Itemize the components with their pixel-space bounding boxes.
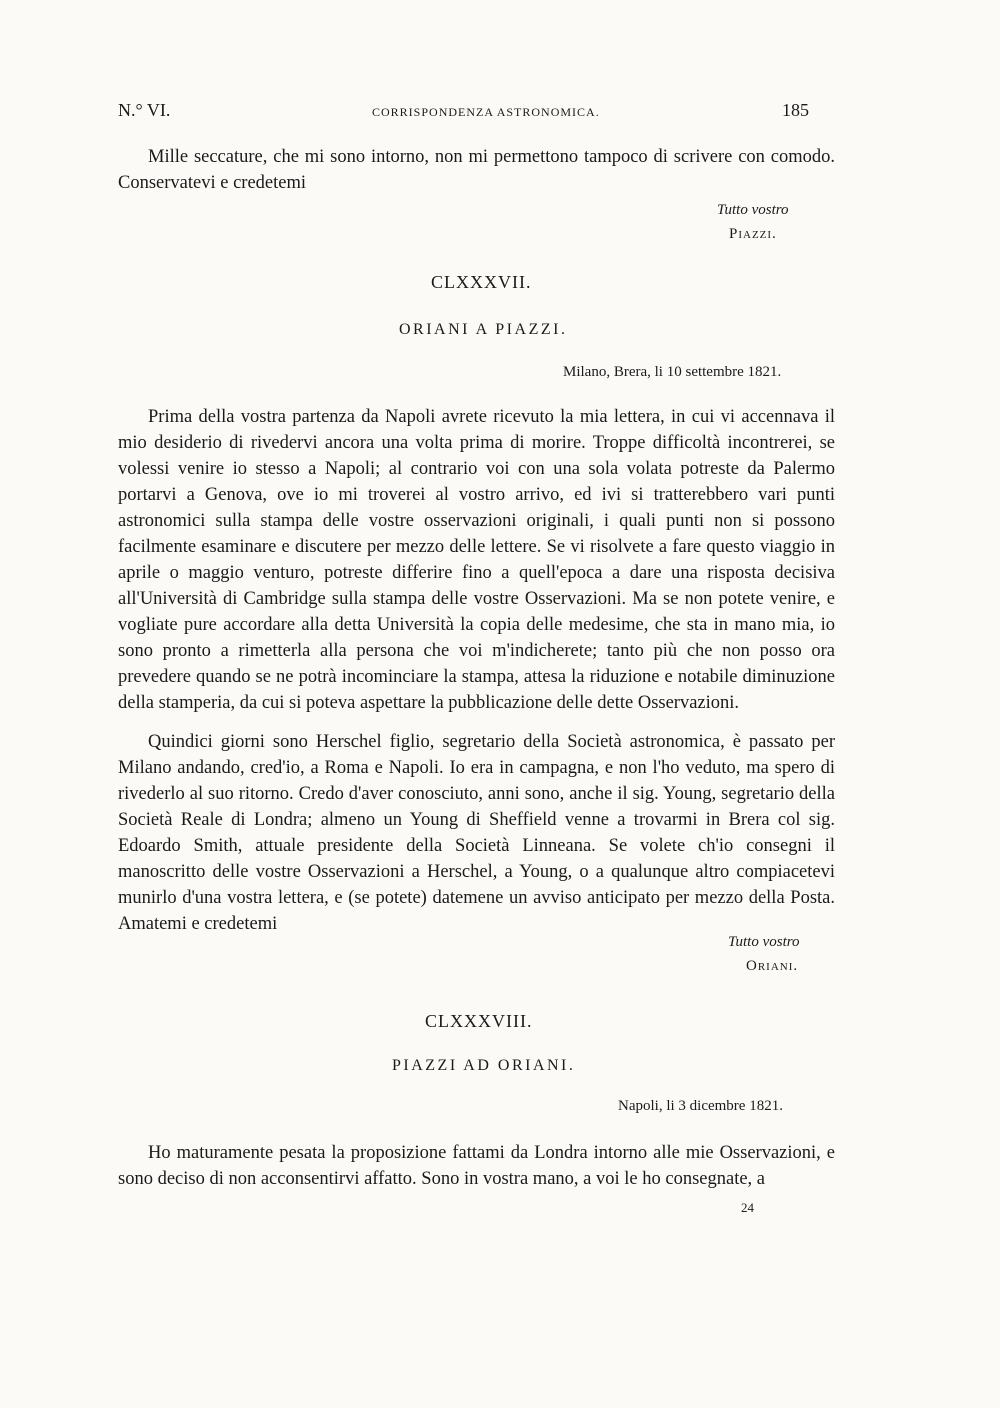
signature: Oriani.: [746, 958, 799, 974]
letter-title: PIAZZI AD ORIANI.: [392, 1057, 576, 1074]
continued-paragraph: Mille seccature, che mi sono intorno, non mi permettono tampoco di scrivere con comodo. Conservatevi e credetemi: [118, 147, 835, 193]
letter-paragraph: Quindici giorni sono Herschel figlio, segretario della Società astronomica, è passato per Milano andando, cred'io, a Roma e Napoli. Io era in campagna, e non l'ho veduto, ma spero di rivederlo al suo ritorno. Credo d'aver conosciuto, anni sono, anche il sig. Young, segretario della Società Reale di Londra; almeno un Young di Sheffield venne a trovarmi in Brera col sig. Edoardo Smith, attuale presidente della Società Linneana. Se volete ch'io consegni il manoscritto delle vostre Osservazioni a Herschel, a Young, o a qualunque altro compiacetevi munirlo d'una vostra lettera, e (se potete) datemene un avviso anticipato per mezzo della Posta. Amatemi e credetemi: [118, 732, 835, 934]
letter-title: ORIANI A PIAZZI.: [399, 321, 568, 338]
letter-paragraph: Prima della vostra partenza da Napoli avrete ricevuto la mia lettera, in cui vi accennava il mio desiderio di rivedervi ancora una volta prima di morire. Troppe difficoltà incontrerei, se volessi venire io stesso a Napoli; al contrario voi con una sola volata potreste da Palermo portarvi a Genova, ove io mi troverei al vostro arrivo, ed ivi si tratterebbero vari punti astronomici sulla stampa delle vostre osservazioni originali, i quali punti non si possono facilmente esaminare e discutere per mezzo delle lettere. Se vi risolvete a fare questo viaggio in aprile o maggio venturo, potreste differire fino a quell'epoca a dare una risposta decisiva all'Università di Cambridge sulla stampa delle vostre Osservazioni. Ma se non potete venire, e vogliate pure accordare alla detta Università la copia delle medesime, che sta in mano mia, io sono pronto a rimetterla alla persona che voi m'indicherete; tanto più che non posso ora prevedere quando se ne potrà incominciare la stampa, attesa la riduzione e notabile diminuzione della stamperia, da cui si poteva aspettare la pubblicazione delle dette Osservazioni.: [118, 407, 835, 713]
closing-phrase: Tutto vostro: [728, 934, 800, 950]
closing-phrase: Tutto vostro: [717, 202, 789, 218]
letter-number: CLXXXVII.: [431, 272, 532, 292]
page-number: 185: [782, 100, 809, 120]
section-number: N.° VI.: [118, 100, 171, 120]
letter-date: Napoli, li 3 dicembre 1821.: [618, 1098, 783, 1114]
running-head: CORRISPONDENZA ASTRONOMICA.: [372, 105, 600, 119]
signature-mark: 24: [741, 1200, 754, 1215]
letter-date: Milano, Brera, li 10 settembre 1821.: [563, 364, 782, 380]
letter-number: CLXXXVIII.: [425, 1011, 533, 1031]
letter-paragraph: Ho maturamente pesata la proposizione fattami da Londra intorno alle mie Osservazioni, e sono deciso di non acconsentirvi affatto. Sono in vostra mano, a voi le ho consegnate, a: [118, 1143, 835, 1189]
signature: Piazzi.: [729, 226, 777, 242]
